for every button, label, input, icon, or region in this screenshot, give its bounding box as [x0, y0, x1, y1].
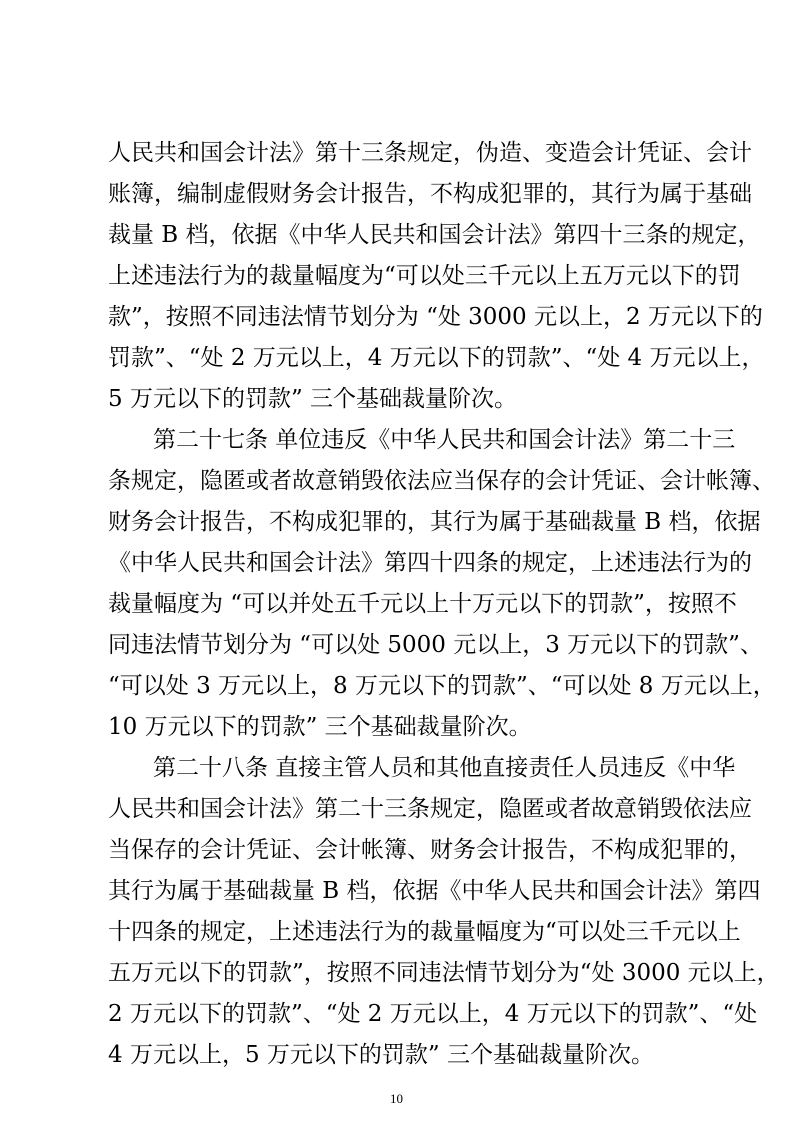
text-line: 条规定，隐匿或者故意销毁依法应当保存的会计凭证、会计帐簿、	[108, 468, 775, 494]
article-27-heading-line: 第二十七条 单位违反《中华人民共和国会计法》第二十三	[153, 427, 736, 453]
article-28-heading-line: 第二十八条 直接主管人员和其他直接责任人员违反《中华	[153, 755, 736, 781]
text-line: 款”，按照不同违法情节划分为 “处 3000 元以上，2 万元以下的	[108, 304, 763, 330]
text-line: 罚款”、“处 2 万元以上，4 万元以下的罚款”、“处 4 万元以上，	[108, 345, 765, 371]
text-line: 账簿，编制虚假财务会计报告，不构成犯罪的，其行为属于基础	[108, 181, 752, 207]
text-line: 《中华人民共和国会计法》第四十四条的规定，上述违法行为的	[108, 550, 752, 576]
page-number: 10	[390, 1091, 403, 1106]
text-line: 裁量幅度为 “可以并处五千元以上十万元以下的罚款”，按照不	[108, 591, 737, 617]
text-line: 同违法情节划分为 “可以处 5000 元以上，3 万元以下的罚款”、	[108, 632, 763, 658]
text-line: 2 万元以下的罚款”、“处 2 万元以上，4 万元以下的罚款”、“处	[108, 1001, 758, 1027]
text-line: 人民共和国会计法》第十三条规定，伪造、变造会计凭证、会计	[108, 140, 752, 166]
text-line: “可以处 3 万元以上，8 万元以下的罚款”、“可以处 8 万元以上，	[108, 673, 776, 699]
text-line: 十四条的规定，上述违法行为的裁量幅度为“可以处三千元以上	[108, 919, 741, 945]
text-line: 上述违法行为的裁量幅度为“可以处三千元以上五万元以下的罚	[108, 263, 741, 289]
text-line: 10 万元以下的罚款” 三个基础裁量阶次。	[108, 714, 532, 740]
text-line: 当保存的会计凭证、会计帐簿、财务会计报告，不构成犯罪的，	[108, 837, 752, 863]
text-line: 人民共和国会计法》第二十三条规定，隐匿或者故意销毁依法应	[108, 796, 752, 822]
text-line: 其行为属于基础裁量 B 档，依据《中华人民共和国会计法》第四	[108, 878, 761, 904]
text-line: 五万元以下的罚款”，按照不同违法情节划分为“处 3000 元以上，	[108, 960, 780, 986]
text-line: 5 万元以下的罚款” 三个基础裁量阶次。	[108, 386, 518, 412]
text-line: 4 万元以上，5 万元以下的罚款” 三个基础裁量阶次。	[108, 1042, 654, 1068]
text-line: 裁量 B 档，依据《中华人民共和国会计法》第四十三条的规定，	[108, 222, 761, 248]
text-line: 财务会计报告，不构成犯罪的，其行为属于基础裁量 B 档，依据	[108, 509, 761, 535]
